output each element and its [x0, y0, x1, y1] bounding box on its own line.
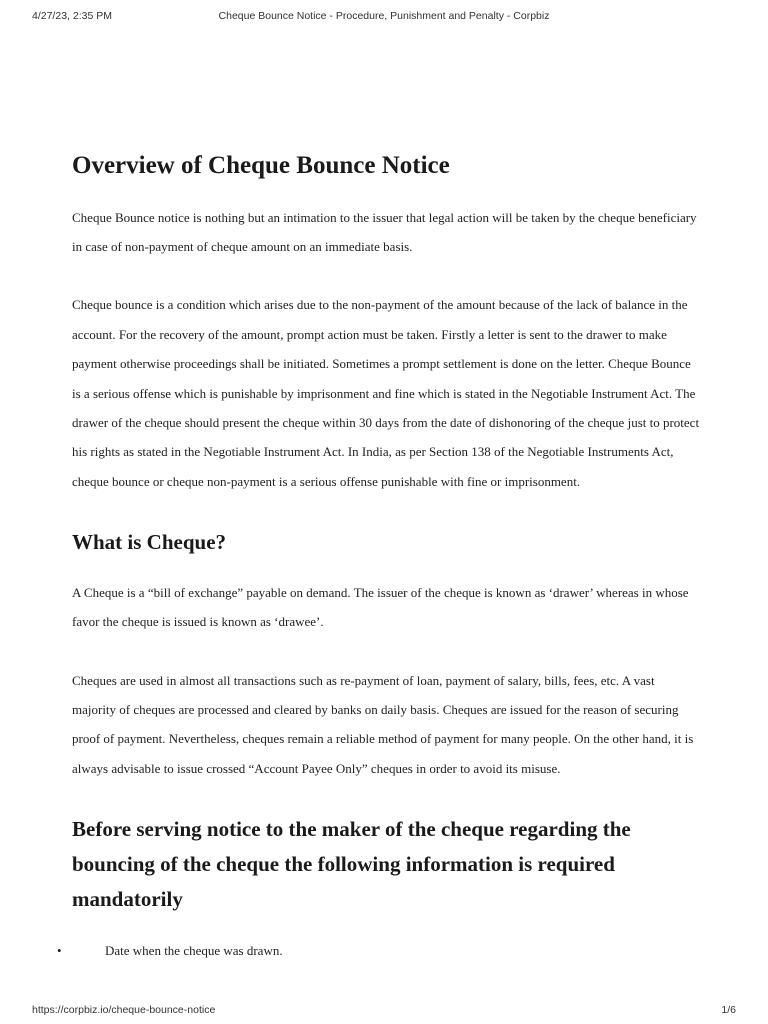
- bullet-icon: •: [57, 943, 62, 959]
- list-item-text: Date when the cheque was drawn.: [105, 943, 283, 959]
- print-footer: [0, 998, 768, 1016]
- list-item: [57, 936, 700, 965]
- heading-overview: Overview of Cheque Bounce Notice: [72, 152, 450, 179]
- print-date: 4/27/23, 2:35 PM: [32, 10, 112, 22]
- print-header: [0, 10, 768, 30]
- paragraph-cheque-usage: Cheques are used in almost all transactions such as re-payment of loan, payment of salary, bills, fees, etc. A vast majority of cheques are processed and cleared by banks on daily basis. Cheques are issued for the reason of securing proof of payment. Nevertheless, cheques remain a reliable method of payment for many people. On the other hand, it is always advisable to issue crossed “Account Payee Only” cheques in order to avoid its misuse.: [72, 672, 694, 776]
- required-info-list: [57, 936, 700, 965]
- heading-before-serving-notice: Before serving notice to the maker of the cheque regarding the bouncing of the cheque the following information is required mandatorily: [72, 817, 631, 911]
- print-page-title: Cheque Bounce Notice - Procedure, Punishment and Penalty - Corpbiz: [218, 10, 550, 22]
- paragraph-cheque-definition: A Cheque is a “bill of exchange” payable on demand. The issuer of the cheque is known as ‘drawer’ whereas in whose favor the cheque is issued is known as ‘drawee’.: [72, 584, 689, 630]
- print-url: https://corpbiz.io/cheque-bounce-notice: [32, 1004, 216, 1016]
- page-number: 1/6: [721, 1004, 736, 1016]
- article-content: [57, 150, 700, 965]
- heading-what-is-cheque: What is Cheque?: [72, 530, 227, 555]
- paragraph-intro: Cheque Bounce notice is nothing but an intimation to the issuer that legal action will be taken by the cheque beneficiary in case of non-payment of cheque amount on an immediate basis.: [72, 209, 697, 254]
- paragraph-cheque-bounce: Cheque bounce is a condition which arises due to the non-payment of the amount because of the lack of balance in the account. For the recovery of the amount, prompt action must be taken. Firstly a letter is sent to the drawer to make payment otherwise proceedings shall be initiated. Sometimes a prompt settlement is done on the letter. Cheque Bounce is a serious offense which is punishable by imprisonment and fine which is stated in the Negotiable Instrument Act. The drawer of the cheque should present the cheque within 30 days from the date of dishonoring of the cheque just to protect his rights as stated in the Negotiable Instrument Act. In India, as per Section 138 of the Negotiable Instruments Act, cheque bounce or cheque non-payment is a serious offense punishable with fine or imprisonment.: [72, 297, 700, 489]
